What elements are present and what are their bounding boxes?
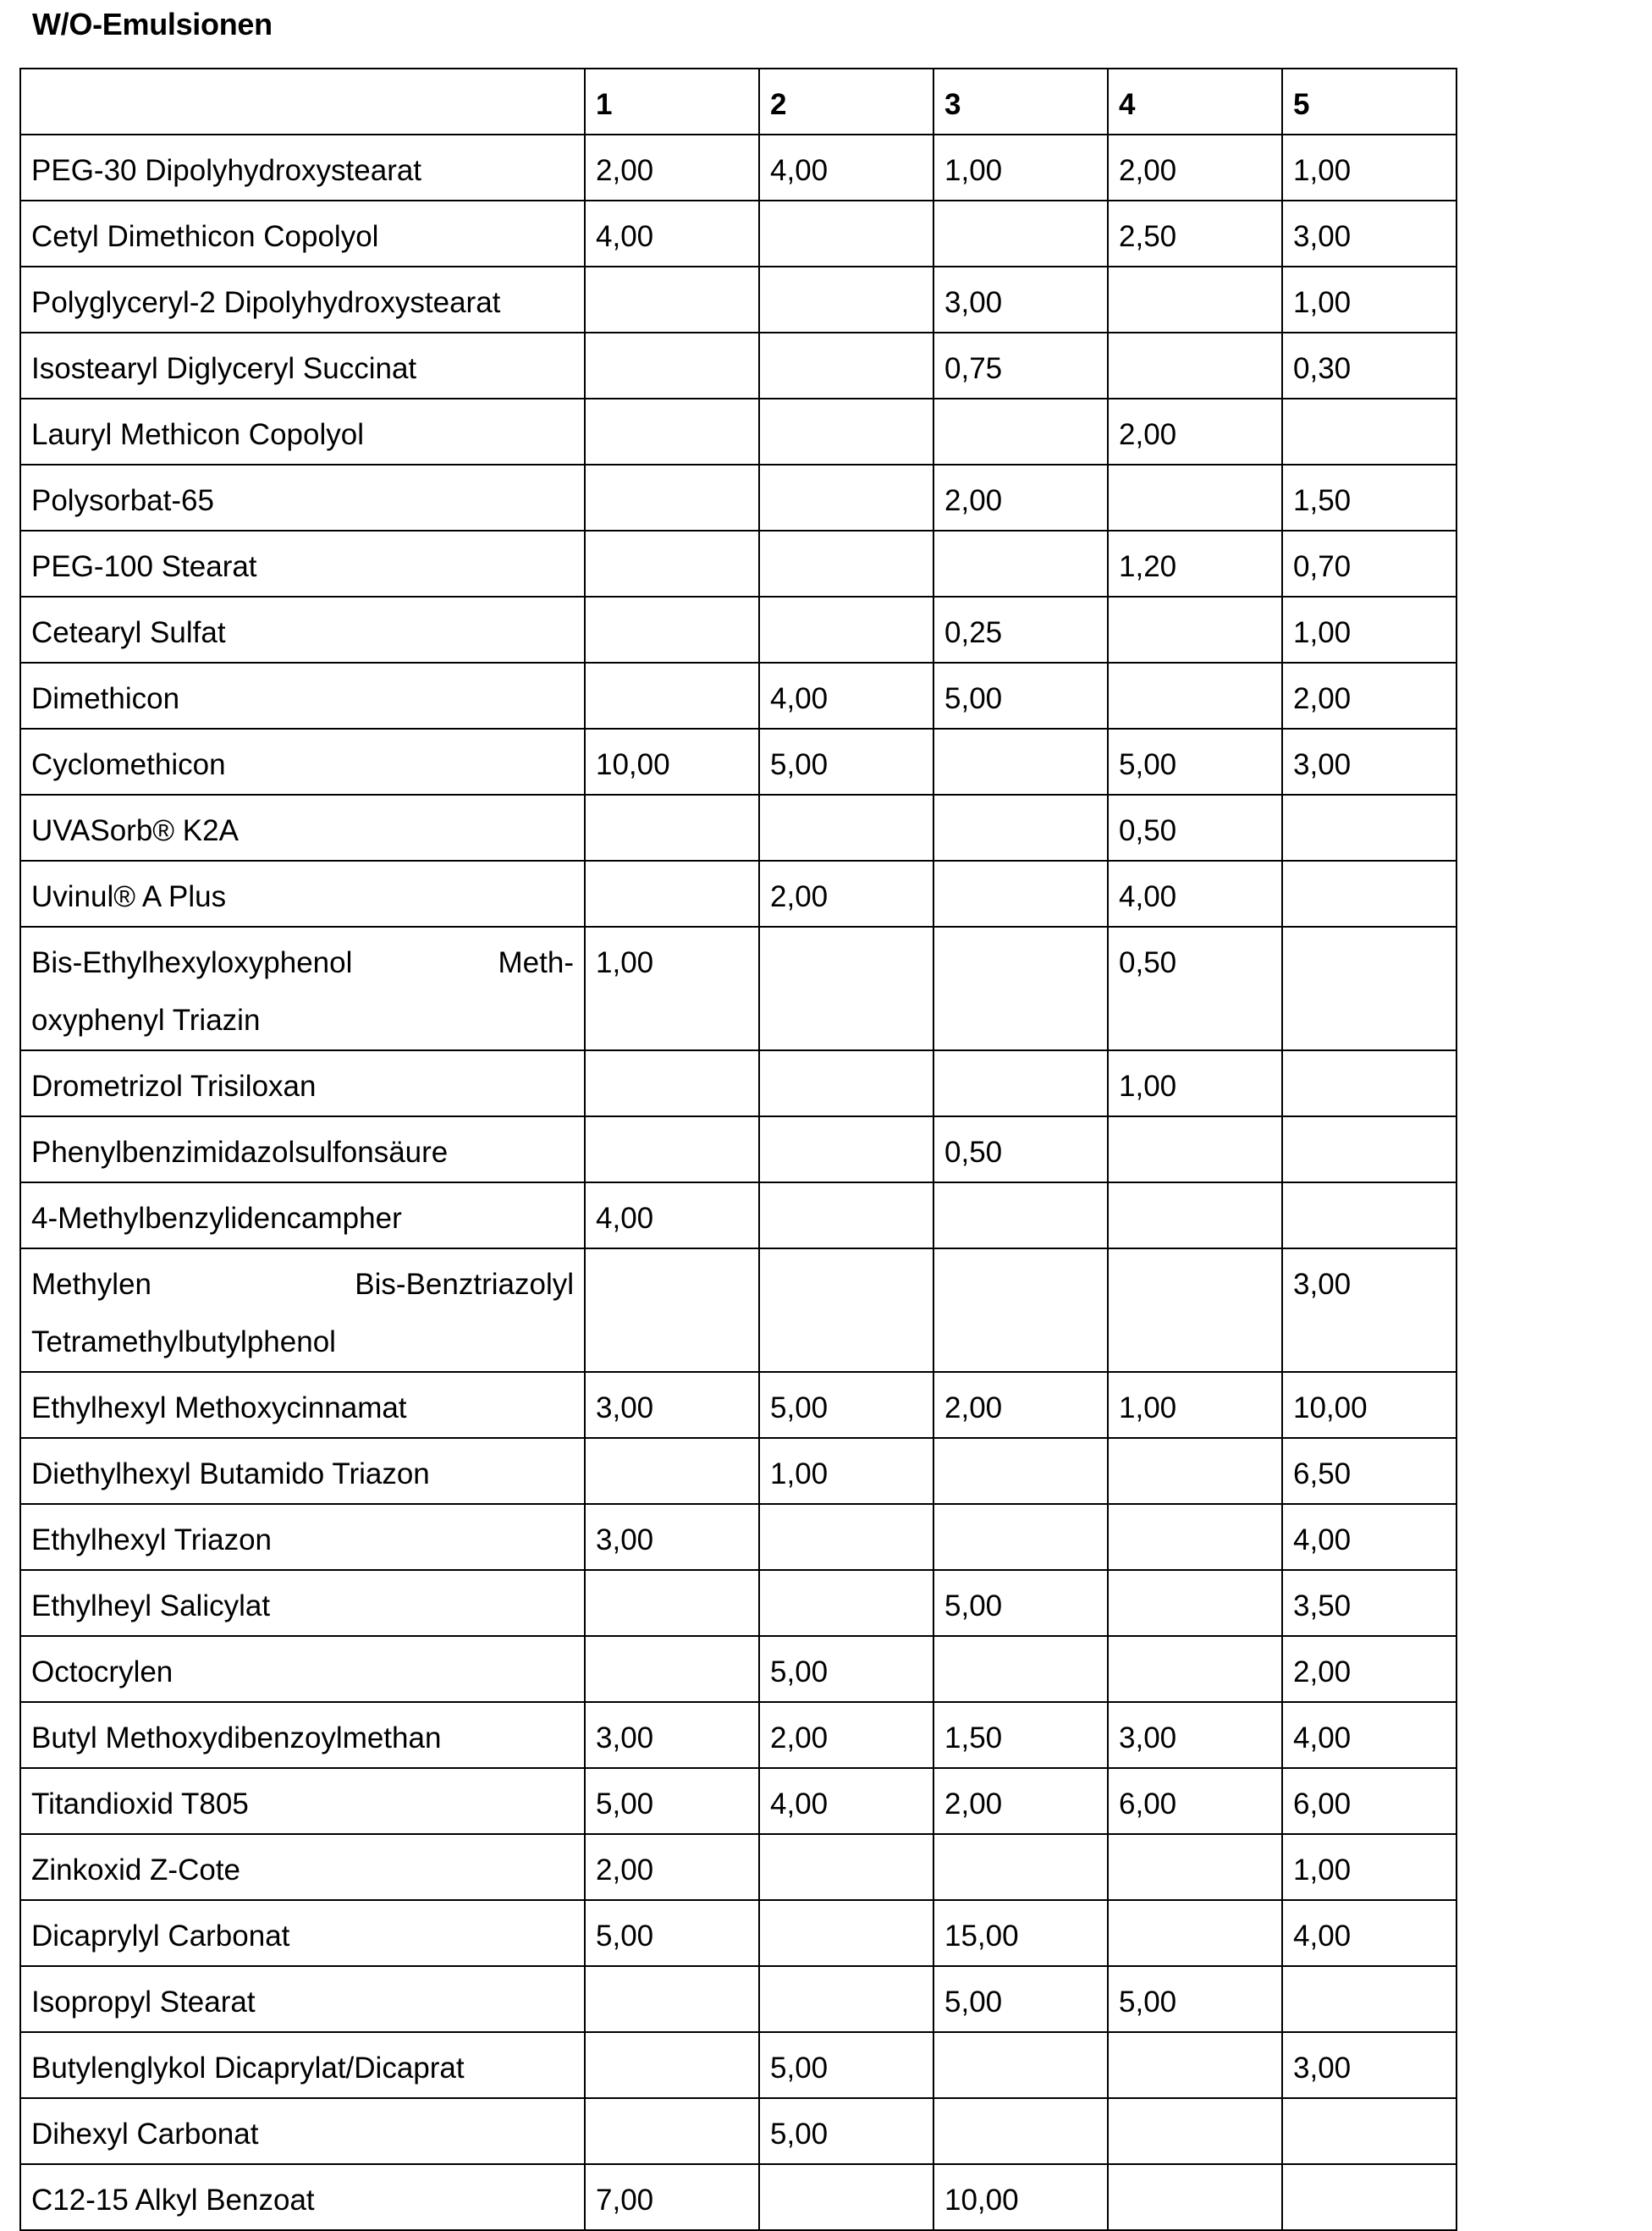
header-cell-ingredient bbox=[20, 69, 585, 135]
value-cell-col-3 bbox=[933, 861, 1108, 927]
value-cell-col-4 bbox=[1108, 1248, 1282, 1372]
table-row bbox=[20, 795, 1457, 861]
ingredient-name-cell bbox=[20, 1248, 585, 1372]
value-cell-col-5: 1,00 bbox=[1282, 1834, 1457, 1900]
value-cell-col-3 bbox=[933, 531, 1108, 597]
table-row bbox=[20, 2032, 1457, 2098]
value-cell-col-4: 0,50 bbox=[1108, 927, 1282, 1050]
value-cell-col-1: 2,00 bbox=[585, 1834, 759, 1900]
ingredient-name-cell: Lauryl Methicon Copolyol bbox=[20, 399, 585, 465]
value-cell-col-4: 2,00 bbox=[1108, 399, 1282, 465]
table-row bbox=[20, 135, 1457, 201]
value-cell-col-2 bbox=[759, 201, 933, 267]
header-row bbox=[20, 69, 1457, 135]
value-cell-col-2 bbox=[759, 267, 933, 333]
ingredient-name-cell: Polysorbat-65 bbox=[20, 465, 585, 531]
table-row bbox=[20, 1116, 1457, 1182]
ingredient-name-cell: Diethylhexyl Butamido Triazon bbox=[20, 1438, 585, 1504]
value-cell-col-3 bbox=[933, 795, 1108, 861]
value-cell-col-1 bbox=[585, 861, 759, 927]
value-cell-col-5: 4,00 bbox=[1282, 1702, 1457, 1768]
ingredient-name-cell: Drometrizol Trisiloxan bbox=[20, 1050, 585, 1116]
value-cell-col-5: 6,00 bbox=[1282, 1768, 1457, 1834]
value-cell-col-2: 2,00 bbox=[759, 1702, 933, 1768]
ingredient-name-cell: Isopropyl Stearat bbox=[20, 1966, 585, 2032]
value-cell-col-2 bbox=[759, 597, 933, 663]
value-cell-col-1 bbox=[585, 663, 759, 729]
value-cell-col-5 bbox=[1282, 399, 1457, 465]
value-cell-col-4 bbox=[1108, 1182, 1282, 1248]
value-cell-col-1 bbox=[585, 1116, 759, 1182]
value-cell-col-3: 3,00 bbox=[933, 267, 1108, 333]
value-cell-col-3 bbox=[933, 201, 1108, 267]
value-cell-col-3: 1,00 bbox=[933, 135, 1108, 201]
value-cell-col-3: 0,75 bbox=[933, 333, 1108, 399]
value-cell-col-2 bbox=[759, 795, 933, 861]
value-cell-col-1 bbox=[585, 531, 759, 597]
value-cell-col-5: 1,00 bbox=[1282, 135, 1457, 201]
value-cell-col-2 bbox=[759, 1182, 933, 1248]
value-cell-col-1 bbox=[585, 1636, 759, 1702]
ingredient-name-cell: C12-15 Alkyl Benzoat bbox=[20, 2164, 585, 2230]
table-row bbox=[20, 399, 1457, 465]
value-cell-col-1 bbox=[585, 399, 759, 465]
ingredient-name-cell: Butyl Methoxydibenzoylmethan bbox=[20, 1702, 585, 1768]
table-row bbox=[20, 663, 1457, 729]
ingredient-name-cell: Butylenglykol Dicaprylat/Dicaprat bbox=[20, 2032, 585, 2098]
value-cell-col-3: 5,00 bbox=[933, 1966, 1108, 2032]
value-cell-col-3: 5,00 bbox=[933, 1570, 1108, 1636]
value-cell-col-2: 4,00 bbox=[759, 135, 933, 201]
value-cell-col-3 bbox=[933, 2098, 1108, 2164]
value-cell-col-5: 2,00 bbox=[1282, 1636, 1457, 1702]
ingredient-name-cell: Octocrylen bbox=[20, 1636, 585, 1702]
ingredient-name-cell: Ethylhexyl Methoxycinnamat bbox=[20, 1372, 585, 1438]
value-cell-col-3 bbox=[933, 1438, 1108, 1504]
ingredient-name-cell: PEG-100 Stearat bbox=[20, 531, 585, 597]
ingredient-name-cell: Polyglyceryl-2 Dipolyhydroxystearat bbox=[20, 267, 585, 333]
value-cell-col-4 bbox=[1108, 2164, 1282, 2230]
value-cell-col-3 bbox=[933, 927, 1108, 1050]
value-cell-col-1: 2,00 bbox=[585, 135, 759, 201]
value-cell-col-3 bbox=[933, 1248, 1108, 1372]
value-cell-col-3 bbox=[933, 1504, 1108, 1570]
value-cell-col-5: 4,00 bbox=[1282, 1504, 1457, 1570]
value-cell-col-3: 2,00 bbox=[933, 465, 1108, 531]
value-cell-col-3: 1,50 bbox=[933, 1702, 1108, 1768]
value-cell-col-5 bbox=[1282, 1966, 1457, 2032]
value-cell-col-4 bbox=[1108, 1636, 1282, 1702]
table-row bbox=[20, 927, 1457, 1050]
value-cell-col-5 bbox=[1282, 2164, 1457, 2230]
value-cell-col-3 bbox=[933, 729, 1108, 795]
value-cell-col-1: 1,00 bbox=[585, 927, 759, 1050]
value-cell-col-5: 0,30 bbox=[1282, 333, 1457, 399]
value-cell-col-5 bbox=[1282, 1182, 1457, 1248]
value-cell-col-5 bbox=[1282, 1116, 1457, 1182]
table-row bbox=[20, 1702, 1457, 1768]
ingredient-name-cell: Ethylheyl Salicylat bbox=[20, 1570, 585, 1636]
value-cell-col-5 bbox=[1282, 927, 1457, 1050]
value-cell-col-1 bbox=[585, 333, 759, 399]
value-cell-col-4 bbox=[1108, 333, 1282, 399]
value-cell-col-4 bbox=[1108, 465, 1282, 531]
value-cell-col-4: 5,00 bbox=[1108, 1966, 1282, 2032]
value-cell-col-4 bbox=[1108, 1504, 1282, 1570]
ingredient-name-cell: Cetyl Dimethicon Copolyol bbox=[20, 201, 585, 267]
value-cell-col-1: 5,00 bbox=[585, 1900, 759, 1966]
ingredient-name-cell: PEG-30 Dipolyhydroxystearat bbox=[20, 135, 585, 201]
value-cell-col-2 bbox=[759, 465, 933, 531]
value-cell-col-2 bbox=[759, 399, 933, 465]
value-cell-col-5: 0,70 bbox=[1282, 531, 1457, 597]
table-row bbox=[20, 465, 1457, 531]
table-row bbox=[20, 1182, 1457, 1248]
value-cell-col-4: 2,00 bbox=[1108, 135, 1282, 201]
ingredient-name-cell: UVASorb® K2A bbox=[20, 795, 585, 861]
value-cell-col-3: 5,00 bbox=[933, 663, 1108, 729]
table-body bbox=[20, 135, 1457, 2230]
value-cell-col-2: 1,00 bbox=[759, 1438, 933, 1504]
table-row bbox=[20, 1050, 1457, 1116]
ingredient-name-cell: Dimethicon bbox=[20, 663, 585, 729]
value-cell-col-1: 3,00 bbox=[585, 1504, 759, 1570]
table-row bbox=[20, 1768, 1457, 1834]
value-cell-col-5: 1,50 bbox=[1282, 465, 1457, 531]
value-cell-col-5: 3,00 bbox=[1282, 729, 1457, 795]
value-cell-col-1: 4,00 bbox=[585, 201, 759, 267]
value-cell-col-2 bbox=[759, 333, 933, 399]
ingredient-name-line: Bis-Ethylhexyloxyphenol Meth- bbox=[31, 946, 574, 979]
table-row bbox=[20, 1372, 1457, 1438]
value-cell-col-5 bbox=[1282, 861, 1457, 927]
value-cell-col-2 bbox=[759, 1504, 933, 1570]
table-row bbox=[20, 2164, 1457, 2230]
value-cell-col-5: 6,50 bbox=[1282, 1438, 1457, 1504]
table-row bbox=[20, 729, 1457, 795]
value-cell-col-4 bbox=[1108, 1438, 1282, 1504]
ingredient-name-cell: Dicaprylyl Carbonat bbox=[20, 1900, 585, 1966]
value-cell-col-5: 2,00 bbox=[1282, 663, 1457, 729]
value-cell-col-3 bbox=[933, 399, 1108, 465]
value-cell-col-1 bbox=[585, 597, 759, 663]
value-cell-col-5: 3,00 bbox=[1282, 1248, 1457, 1372]
value-cell-col-3 bbox=[933, 1050, 1108, 1116]
table-row bbox=[20, 1900, 1457, 1966]
value-cell-col-4 bbox=[1108, 597, 1282, 663]
value-cell-col-4 bbox=[1108, 1570, 1282, 1636]
value-cell-col-3: 0,50 bbox=[933, 1116, 1108, 1182]
ingredient-name-cell bbox=[20, 927, 585, 1050]
value-cell-col-1 bbox=[585, 1570, 759, 1636]
value-cell-col-5 bbox=[1282, 1050, 1457, 1116]
value-cell-col-2 bbox=[759, 1050, 933, 1116]
value-cell-col-2 bbox=[759, 1570, 933, 1636]
value-cell-col-3 bbox=[933, 1182, 1108, 1248]
value-cell-col-2 bbox=[759, 1834, 933, 1900]
table-row bbox=[20, 2098, 1457, 2164]
ingredient-name-cell: Zinkoxid Z-Cote bbox=[20, 1834, 585, 1900]
value-cell-col-4 bbox=[1108, 2032, 1282, 2098]
ingredient-name-cell: Dihexyl Carbonat bbox=[20, 2098, 585, 2164]
value-cell-col-5: 10,00 bbox=[1282, 1372, 1457, 1438]
ingredient-name-cell: Uvinul® A Plus bbox=[20, 861, 585, 927]
value-cell-col-5: 3,50 bbox=[1282, 1570, 1457, 1636]
ingredient-name-cell: Cetearyl Sulfat bbox=[20, 597, 585, 663]
table-row bbox=[20, 267, 1457, 333]
value-cell-col-1: 3,00 bbox=[585, 1702, 759, 1768]
value-cell-col-3: 2,00 bbox=[933, 1768, 1108, 1834]
value-cell-col-1 bbox=[585, 1248, 759, 1372]
table-row bbox=[20, 1966, 1457, 2032]
value-cell-col-2: 5,00 bbox=[759, 2032, 933, 2098]
table-row bbox=[20, 861, 1457, 927]
value-cell-col-2: 5,00 bbox=[759, 2098, 933, 2164]
value-cell-col-1: 10,00 bbox=[585, 729, 759, 795]
value-cell-col-2 bbox=[759, 2164, 933, 2230]
value-cell-col-4 bbox=[1108, 267, 1282, 333]
value-cell-col-1 bbox=[585, 465, 759, 531]
value-cell-col-2: 5,00 bbox=[759, 1636, 933, 1702]
value-cell-col-4: 0,50 bbox=[1108, 795, 1282, 861]
value-cell-col-4: 1,00 bbox=[1108, 1050, 1282, 1116]
value-cell-col-4 bbox=[1108, 663, 1282, 729]
table-row bbox=[20, 333, 1457, 399]
value-cell-col-2 bbox=[759, 1116, 933, 1182]
value-cell-col-1 bbox=[585, 795, 759, 861]
value-cell-col-3 bbox=[933, 1636, 1108, 1702]
header-cell-1: 1 bbox=[585, 69, 759, 135]
ingredient-name-line: oxyphenyl Triazin bbox=[31, 1004, 261, 1037]
table-row bbox=[20, 1438, 1457, 1504]
value-cell-col-1: 3,00 bbox=[585, 1372, 759, 1438]
value-cell-col-1 bbox=[585, 267, 759, 333]
value-cell-col-4: 1,00 bbox=[1108, 1372, 1282, 1438]
header-cell-5: 5 bbox=[1282, 69, 1457, 135]
header-cell-3: 3 bbox=[933, 69, 1108, 135]
value-cell-col-1 bbox=[585, 2032, 759, 2098]
value-cell-col-4: 6,00 bbox=[1108, 1768, 1282, 1834]
ingredient-name-line: Methylen Bis-Benztriazolyl bbox=[31, 1268, 574, 1301]
value-cell-col-4 bbox=[1108, 1834, 1282, 1900]
value-cell-col-2: 4,00 bbox=[759, 663, 933, 729]
table-row bbox=[20, 1248, 1457, 1372]
value-cell-col-1: 5,00 bbox=[585, 1768, 759, 1834]
table-row bbox=[20, 201, 1457, 267]
value-cell-col-3 bbox=[933, 2032, 1108, 2098]
value-cell-col-4: 2,50 bbox=[1108, 201, 1282, 267]
value-cell-col-2 bbox=[759, 531, 933, 597]
value-cell-col-2: 5,00 bbox=[759, 729, 933, 795]
value-cell-col-2 bbox=[759, 1966, 933, 2032]
value-cell-col-5: 3,00 bbox=[1282, 201, 1457, 267]
value-cell-col-5: 4,00 bbox=[1282, 1900, 1457, 1966]
ingredient-name-cell: Isostearyl Diglyceryl Succinat bbox=[20, 333, 585, 399]
value-cell-col-2: 4,00 bbox=[759, 1768, 933, 1834]
value-cell-col-2: 2,00 bbox=[759, 861, 933, 927]
ingredient-name-cell: Ethylhexyl Triazon bbox=[20, 1504, 585, 1570]
value-cell-col-5: 3,00 bbox=[1282, 2032, 1457, 2098]
value-cell-col-4: 5,00 bbox=[1108, 729, 1282, 795]
value-cell-col-4: 3,00 bbox=[1108, 1702, 1282, 1768]
header-cell-2: 2 bbox=[759, 69, 933, 135]
value-cell-col-4 bbox=[1108, 1116, 1282, 1182]
value-cell-col-1 bbox=[585, 2098, 759, 2164]
value-cell-col-1: 7,00 bbox=[585, 2164, 759, 2230]
value-cell-col-3: 0,25 bbox=[933, 597, 1108, 663]
value-cell-col-4: 1,20 bbox=[1108, 531, 1282, 597]
table-row bbox=[20, 597, 1457, 663]
value-cell-col-2: 5,00 bbox=[759, 1372, 933, 1438]
value-cell-col-1 bbox=[585, 1966, 759, 2032]
ingredient-name-cell: 4-Methylbenzylidencampher bbox=[20, 1182, 585, 1248]
value-cell-col-4 bbox=[1108, 2098, 1282, 2164]
value-cell-col-2 bbox=[759, 927, 933, 1050]
value-cell-col-1 bbox=[585, 1050, 759, 1116]
value-cell-col-5 bbox=[1282, 795, 1457, 861]
table-row bbox=[20, 1504, 1457, 1570]
table-row bbox=[20, 531, 1457, 597]
value-cell-col-3 bbox=[933, 1834, 1108, 1900]
value-cell-col-2 bbox=[759, 1248, 933, 1372]
ingredient-name-cell: Cyclomethicon bbox=[20, 729, 585, 795]
value-cell-col-4: 4,00 bbox=[1108, 861, 1282, 927]
ingredient-name-cell: Titandioxid T805 bbox=[20, 1768, 585, 1834]
value-cell-col-1 bbox=[585, 1438, 759, 1504]
value-cell-col-2 bbox=[759, 1900, 933, 1966]
ingredient-name-line: Tetramethylbutylphenol bbox=[31, 1325, 336, 1358]
header-cell-4: 4 bbox=[1108, 69, 1282, 135]
value-cell-col-3: 10,00 bbox=[933, 2164, 1108, 2230]
document-title: W/O-Emulsionen bbox=[32, 7, 273, 41]
table-row bbox=[20, 1834, 1457, 1900]
value-cell-col-5: 1,00 bbox=[1282, 267, 1457, 333]
value-cell-col-4 bbox=[1108, 1900, 1282, 1966]
value-cell-col-3: 2,00 bbox=[933, 1372, 1108, 1438]
value-cell-col-3: 15,00 bbox=[933, 1900, 1108, 1966]
value-cell-col-1: 4,00 bbox=[585, 1182, 759, 1248]
table-row bbox=[20, 1636, 1457, 1702]
ingredient-name-cell: Phenylbenzimidazolsulfonsäure bbox=[20, 1116, 585, 1182]
value-cell-col-5: 1,00 bbox=[1282, 597, 1457, 663]
formulation-table bbox=[19, 68, 1457, 2231]
table-row bbox=[20, 1570, 1457, 1636]
value-cell-col-5 bbox=[1282, 2098, 1457, 2164]
